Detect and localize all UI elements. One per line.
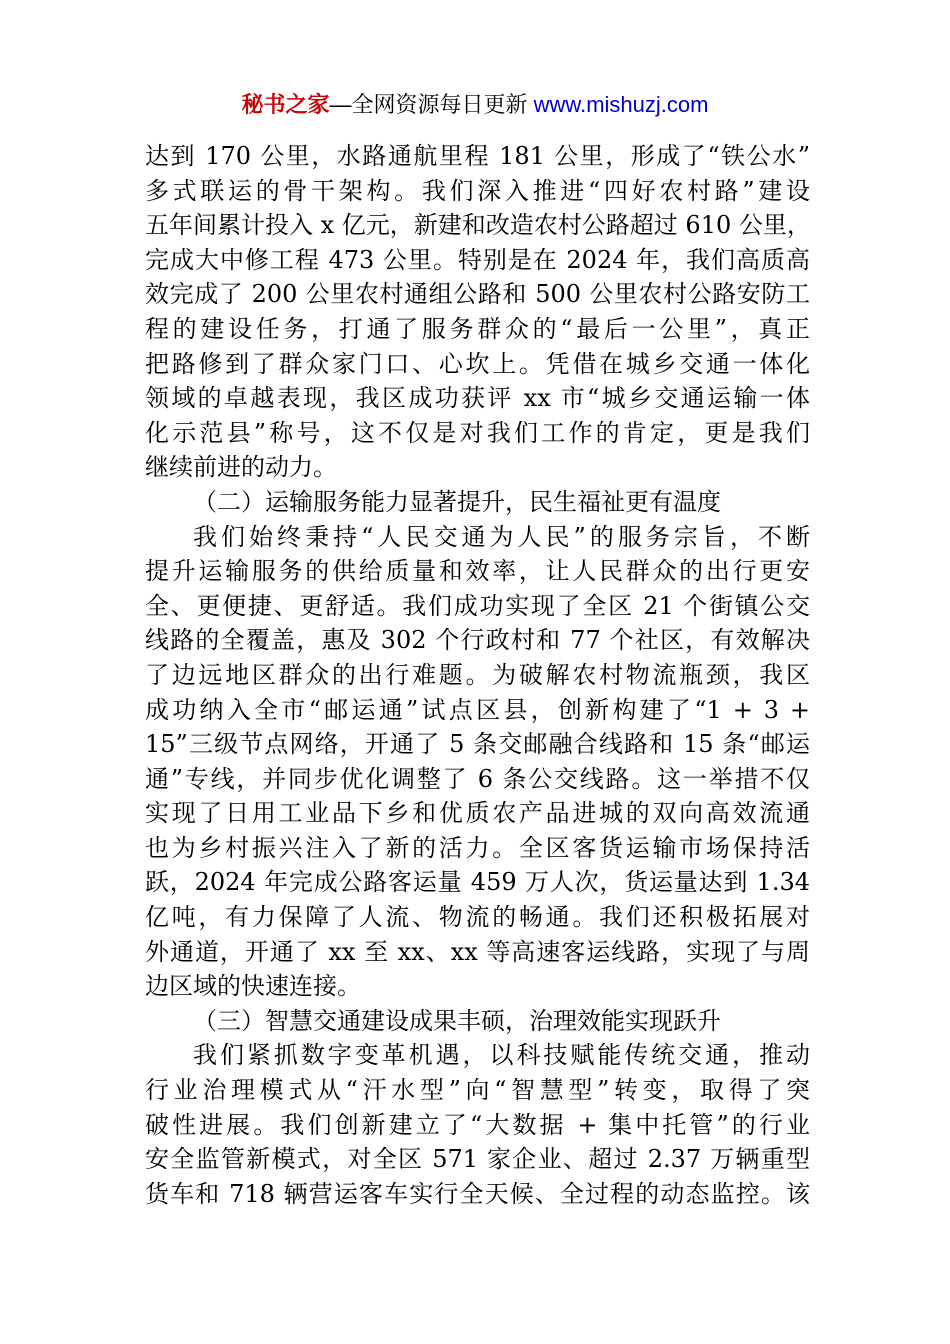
body-line: 行业治理模式从“汗水型”向“智慧型”转变，取得了突 [145,1076,810,1105]
body-line: 效完成了 200 公里农村通组公路和 500 公里农村公路安防工 [145,280,810,309]
site-header [0,88,950,122]
body-line: 达到 170 公里，水路通航里程 181 公里，形成了“铁公水” [145,142,810,170]
body-line: 亿吨，有力保障了人流、物流的畅通。我们还积极拓展对 [145,903,810,932]
body-line: 边区域的快速连接。 [145,972,361,1001]
body-line: 完成大中修工程 473 公里。特别是在 2024 年，我们高质高 [145,245,810,274]
body-line: 通”专线，并同步优化调整了 6 条公交线路。这一举措不仅 [145,764,810,793]
body-line: 领域的卓越表现，我区成功获评 xx 市“城乡交通运输一体 [145,384,810,413]
body-line: 继续前进的动力。 [145,453,337,482]
body-line: 了边远地区群众的出行难题。为破解农村物流瓶颈，我区 [145,660,810,689]
site-slogan: —全网资源每日更新 [329,92,534,117]
site-url-link[interactable]: www.mishuzj.com [533,92,709,117]
body-line: 15”三级节点网络，开通了 5 条交邮融合线路和 15 条“邮运 [145,730,810,759]
body-line: 成功纳入全市“邮运通”试点区县，创新构建了“1 + 3 + [145,695,810,724]
body-line: 化示范县”称号，这不仅是对我们工作的肯定，更是我们 [145,418,810,447]
body-line: 也为乡村振兴注入了新的活力。全区客货运输市场保持活 [145,833,810,862]
body-line: 把路修到了群众家门口、心坎上。凭借在城乡交通一体化 [145,349,810,378]
body-line: 安全监管新模式，对全区 571 家企业、超过 2.37 万辆重型 [145,1145,810,1174]
body-line: 提升运输服务的供给质量和效率，让人民群众的出行更安 [145,557,810,586]
body-line: 跃，2024 年完成公路客运量 459 万人次，货运量达到 1.34 [145,868,810,897]
body-line: 实现了日用工业品下乡和优质农产品进城的双向高效流通 [145,799,810,828]
paragraph-first-line: 我们紧抓数字变革机遇，以科技赋能传统交通，推动 [193,1041,810,1070]
section-heading: （三）智慧交通建设成果丰硕，治理效能实现跃升 [193,1006,721,1035]
body-line: 多式联运的骨干架构。我们深入推进“四好农村路”建设 [145,176,810,205]
section-heading: （二）运输服务能力显著提升，民生福祉更有温度 [193,487,721,516]
body-line: 破性进展。我们创新建立了“大数据 + 集中托管”的行业 [145,1110,810,1139]
body-line: 外通道，开通了 xx 至 xx、xx 等高速客运线路，实现了与周 [145,937,810,966]
paragraph-first-line: 我们始终秉持“人民交通为人民”的服务宗旨，不断 [193,522,810,551]
body-line: 五年间累计投入 x 亿元，新建和改造农村公路超过 610 公里， [145,211,811,240]
body-line: 货车和 718 辆营运客车实行全天候、全过程的动态监控。该 [145,1179,810,1208]
body-line: 全、更便捷、更舒适。我们成功实现了全区 21 个街镇公交 [145,591,810,620]
body-line: 线路的全覆盖，惠及 302 个行政村和 77 个社区，有效解决 [145,626,810,655]
brand-name: 秘书之家 [241,92,330,117]
body-line: 程的建设任务，打通了服务群众的“最后一公里”，真正 [145,314,810,343]
document-body [145,139,810,1211]
